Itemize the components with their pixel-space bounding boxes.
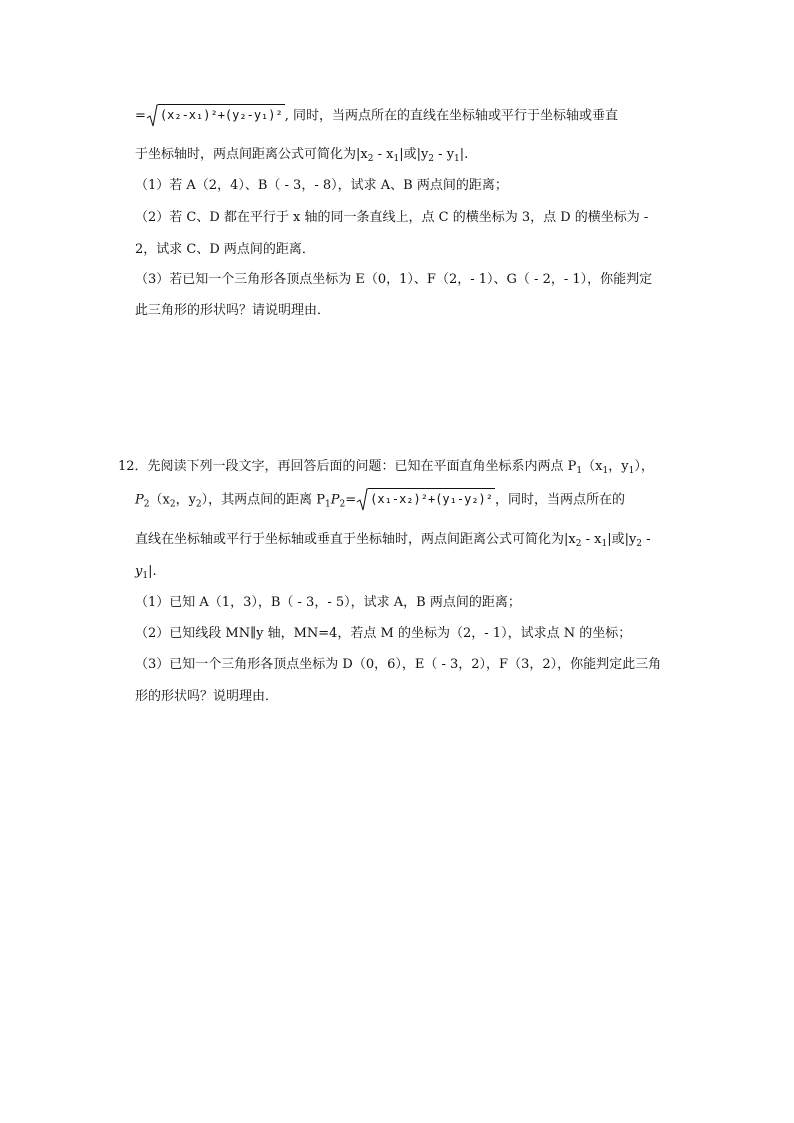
q12-line3-text: 直线在坐标轴或平行于坐标轴或垂直于坐标轴时，两点间距离公式可简化为|x bbox=[135, 532, 576, 547]
q11-part-2-a: （2）若 C、D 都在平行于 x 轴的同一条直线上，点 C 的横坐标为 3，点 D 的横坐标为 - bbox=[135, 210, 649, 225]
q12-line1-text-c: ，y bbox=[608, 459, 629, 474]
q11-part-1: （1）若 A（2，4）、B（ - 3，- 8），试求 A、B 两点间的距离； bbox=[135, 178, 508, 193]
subscript: 2 bbox=[143, 499, 150, 510]
q11-distance-formula bbox=[146, 104, 285, 128]
q12-part-1: （1）已知 A（1，3），B（ - 3，- 5），试求 A，B 两点间的距离； bbox=[135, 595, 521, 610]
q12-radicand: (x₁-x₂)²+(y₁-y₂)² bbox=[368, 488, 495, 512]
q11-line-1 bbox=[135, 104, 618, 128]
q12-line-1 bbox=[118, 457, 654, 481]
subscript: 2 bbox=[339, 499, 346, 510]
q12-line-4 bbox=[135, 562, 157, 586]
q11-part-2-b: 2，试求 C、D 两点间的距离． bbox=[135, 242, 315, 257]
q12-line2-text-c: ，y bbox=[175, 492, 196, 508]
subscript: 1 bbox=[601, 539, 608, 549]
q12-intro-text: 12．先阅读下列一段文字，再回答后面的问题：已知在平面直角坐标系内两点 P bbox=[118, 459, 577, 474]
subscript: 1 bbox=[393, 154, 400, 164]
q12-line4-text: y bbox=[135, 564, 143, 579]
q11-line2-text-b: - x bbox=[373, 147, 394, 162]
q11-line2-text-e: |. bbox=[459, 147, 469, 162]
subscript: 2 bbox=[636, 539, 643, 549]
q12-line4-text-b: |. bbox=[148, 564, 157, 579]
q12-line1-text-d: ）， bbox=[634, 459, 654, 474]
q12-part-2: （2）已知线段 MN∥y 轴，MN=4，若点 M 的坐标为（2，- 1），试求点 N 的坐标； bbox=[135, 626, 632, 641]
q11-line1-text: , 同时，当两点所在的直线在坐标轴或平行于坐标轴或垂直 bbox=[284, 108, 618, 124]
q12-line2-text-e: P bbox=[330, 492, 340, 508]
q12-line3-text-d: - bbox=[642, 532, 651, 547]
q11-part-3-b: 此三角形的形状吗？请说明理由． bbox=[135, 303, 331, 318]
q11-line2-text-d: - y bbox=[434, 147, 455, 162]
q11-line2-text-a: 于坐标轴时，两点间距离公式可简化为|x bbox=[135, 147, 368, 162]
q11-radicand: (x₂-x₁)²+(y₂-y₁)² bbox=[158, 104, 285, 128]
q11-line2-text-c: |或|y bbox=[399, 147, 429, 162]
q11-equals: = bbox=[135, 108, 146, 124]
q12-line1-text-b: （x bbox=[582, 459, 603, 474]
q11-line-2 bbox=[135, 145, 468, 169]
q12-line2-text-b: （x bbox=[149, 492, 170, 508]
subscript: 1 bbox=[576, 466, 583, 476]
q11-part-3-a: （3）若已知一个三角形各顶点坐标为 E（0，1）、F（2，- 1）、G（ - 2，- 1），你能判定 bbox=[135, 272, 653, 287]
subscript: 1 bbox=[454, 154, 460, 164]
q12-line2-equals: = bbox=[345, 492, 357, 508]
subscript: 1 bbox=[628, 466, 635, 476]
q12-line2-text-d: ），其两点间的距离 P bbox=[201, 492, 326, 508]
q12-part-3-a: （3）已知一个三角形各顶点坐标为 D（0，6），E（ - 3，2），F（3，2），你能判定此三角 bbox=[135, 657, 662, 672]
subscript: 2 bbox=[195, 499, 202, 510]
q12-line2-text-a: P bbox=[135, 492, 144, 508]
q12-line-3 bbox=[135, 530, 651, 554]
subscript: 2 bbox=[575, 539, 582, 549]
q12-line-2 bbox=[135, 488, 625, 515]
q12-distance-formula bbox=[356, 488, 495, 512]
q12-line3-text-b: - x bbox=[581, 532, 602, 547]
subscript: 1 bbox=[325, 499, 331, 510]
q12-line3-text-c: |或|y bbox=[607, 532, 637, 547]
subscript: 1 bbox=[602, 466, 609, 476]
subscript: 1 bbox=[142, 571, 149, 581]
subscript: 2 bbox=[367, 154, 374, 164]
subscript: 2 bbox=[169, 499, 176, 510]
q12-part-3-b: 形的形状吗？说明理由． bbox=[135, 689, 279, 704]
q12-line2-text-g: ，同时，当两点所在的 bbox=[495, 492, 626, 508]
subscript: 2 bbox=[428, 154, 435, 164]
